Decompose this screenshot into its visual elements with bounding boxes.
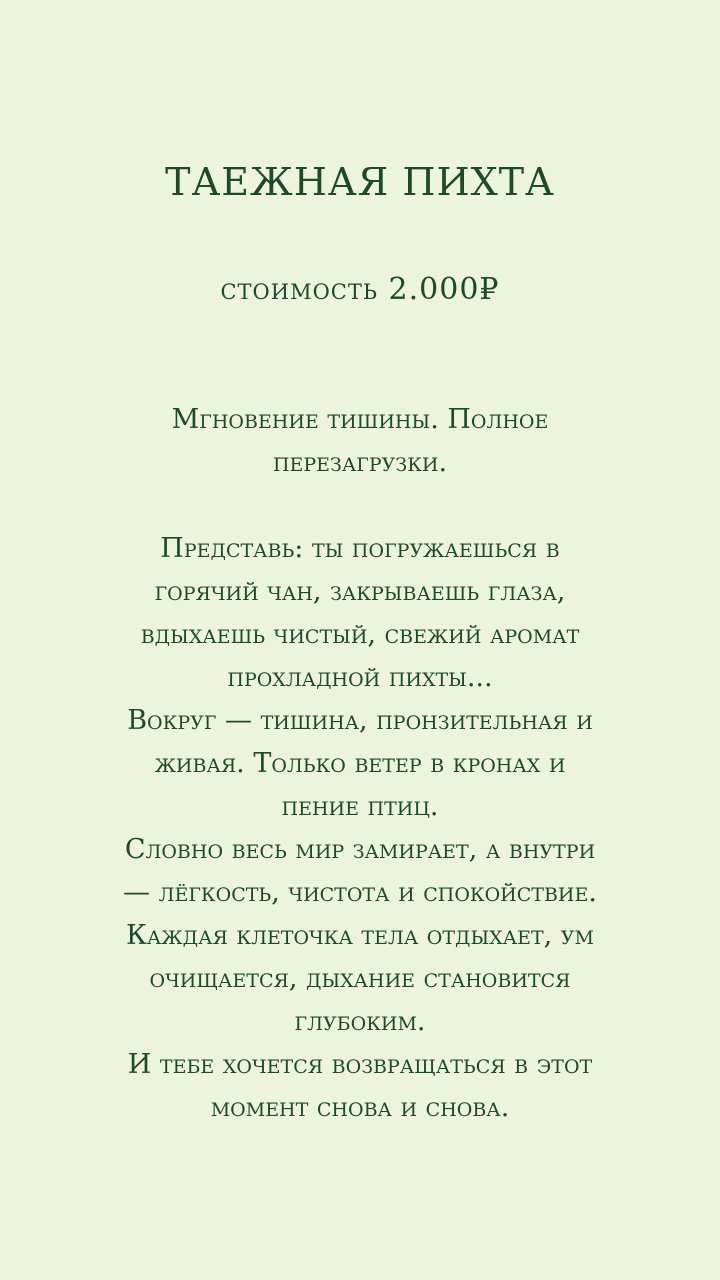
paragraph-body <box>40 914 680 1043</box>
text-line: прохладной пихты... <box>227 662 493 693</box>
price-label: стоимость 2.000₽ <box>220 272 500 307</box>
paragraph-world <box>40 828 680 914</box>
intro-paragraph <box>40 398 680 484</box>
text-line: вдыхаешь чистый, свежий аромат <box>140 619 580 650</box>
paragraph-silence <box>40 699 680 828</box>
paragraph-return <box>40 1043 680 1129</box>
text-line: пение птиц. <box>281 791 439 822</box>
text-line: Каждая клеточка тела отдыхает, ум <box>125 920 594 951</box>
description-text <box>40 398 680 1129</box>
text-line: горячий чан, закрываешь глаза, <box>154 576 566 607</box>
paragraph-imagine <box>40 527 680 699</box>
text-line: глубоким. <box>294 1006 426 1037</box>
text-line: Словно весь мир замирает, а внутри <box>124 834 596 865</box>
text-line: И тебе хочется возвращаться в этот <box>127 1049 593 1080</box>
text-line: очищается, дыхание становится <box>149 963 571 994</box>
page-title: ТАЕЖНАЯ ПИХТА <box>165 160 555 204</box>
text-line: Представь: ты погружаешься в <box>160 533 560 564</box>
text-line: живая. Только ветер в кронах и <box>154 748 566 779</box>
text-line: момент снова и снова. <box>210 1092 510 1123</box>
text-line: перезагрузки. <box>272 447 448 478</box>
text-line: Вокруг — тишина, пронзительная и <box>127 705 593 736</box>
text-line: — лёгкость, чистота и спокойствие. <box>123 877 597 908</box>
text-line: Мгновение тишины. Полное <box>171 404 549 435</box>
paragraph-gap <box>40 484 680 527</box>
